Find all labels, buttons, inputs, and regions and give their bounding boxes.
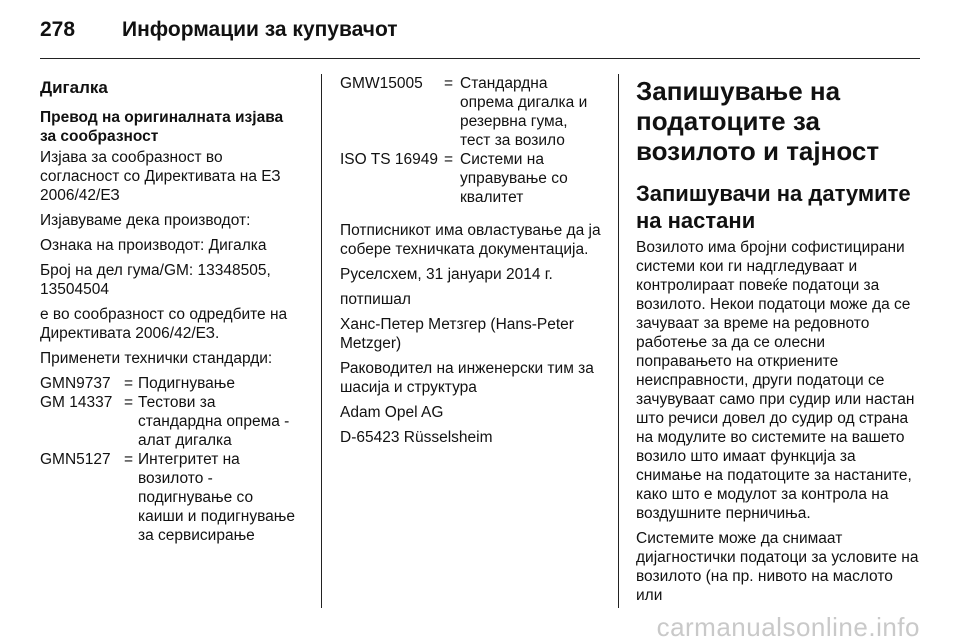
paragraph: Применети технички стандарди:	[40, 350, 273, 367]
standard-description: Тестови за стандардна опрема - алат дигалка	[138, 394, 290, 449]
standard-code: GM 14337	[40, 394, 113, 411]
paragraph: Руселсхем, 31 јануари 2014 г.	[340, 266, 553, 283]
equals-sign: =	[444, 151, 454, 168]
standard-row	[340, 74, 602, 150]
page-number: 278	[40, 18, 76, 41]
column-left	[40, 74, 302, 551]
paragraph: D-65423 Rüsselsheim	[340, 429, 493, 446]
standard-row	[40, 393, 302, 450]
equals-sign: =	[124, 451, 134, 468]
header-divider	[40, 58, 920, 59]
column-divider	[618, 74, 619, 608]
section-title-data-recording: Запишување на податоците за возилото и тајност	[636, 76, 880, 166]
column-divider	[321, 74, 322, 608]
subsection-title-event-recorders: Запишувачи на датумите на настани	[636, 181, 911, 233]
paragraph: потпишал	[340, 291, 411, 308]
page-title: Информации за купувачот	[122, 18, 398, 41]
equals-sign: =	[444, 75, 454, 92]
page-header	[40, 18, 398, 48]
watermark-text: carmanualsonline.info	[656, 612, 920, 642]
paragraph: Потписникот има овластување да ја собере техничката документација.	[340, 222, 601, 258]
paragraph: Ознака на производот: Дигалка	[40, 237, 267, 254]
paragraph: Adam Opel AG	[340, 404, 444, 421]
standard-code: ISO TS 16949	[340, 151, 438, 168]
equals-sign: =	[124, 375, 134, 392]
standard-row	[340, 150, 602, 207]
standard-code: GMN9737	[40, 375, 111, 392]
standard-code: GMW15005	[340, 75, 423, 92]
paragraph: Системите може да снимаат дијагностички податоци за условите на возилото (на пр. нивото на маслото или	[636, 530, 919, 604]
standard-code: GMN5127	[40, 451, 111, 468]
standard-row	[40, 374, 302, 393]
standard-description: Системи на управување со квалитет	[460, 151, 568, 206]
paragraph: Изјава за сообразност во согласност со Директивата на ЕЗ 2006/42/ЕЗ	[40, 149, 281, 204]
paragraph: е во сообразност со одредбите на Директивата 2006/42/ЕЗ.	[40, 306, 288, 342]
standards-list	[340, 74, 602, 207]
standard-description: Интегритет на возилото - подигнување со каиши и подигнување за сервисирање	[138, 451, 295, 544]
standard-row	[40, 450, 302, 545]
standards-list	[40, 374, 302, 545]
paragraph: Ханс-Петер Метзгер (Hans-Peter Metzger)	[340, 316, 574, 352]
paragraph: Раководител на инженерски тим за шасија и структура	[340, 360, 594, 396]
section-title-jack: Дигалка	[40, 78, 108, 97]
standard-description: Стандардна опрема дигалка и резервна гума, тест за возило	[460, 75, 588, 149]
column-middle	[340, 74, 602, 453]
standard-description: Подигнување	[138, 375, 235, 392]
paragraph: Број на дел гума/GM: 13348505, 13504504	[40, 262, 271, 298]
declaration-subtitle: Превод на оригиналната изјава за сообразност	[40, 109, 284, 145]
paragraph: Изјавуваме дека производот:	[40, 212, 251, 229]
equals-sign: =	[124, 394, 134, 411]
paragraph: Возилото има бројни софистицирани системи кои ги надгледуваат и контролираат повеќе податоци за возилото. Некои податоци може да се зачуваат за време на редовното работење за да се олесни поправањето на откриените неисправности, други податоци се зачувуваат само при судир или настан што речиси довел до судир од страна на модулите во системите на вашето возило што имаат функција за снимање на податоците за настаните, како што е модулот за контрола на воздушните перничиња.	[636, 239, 915, 522]
column-right	[636, 74, 922, 611]
